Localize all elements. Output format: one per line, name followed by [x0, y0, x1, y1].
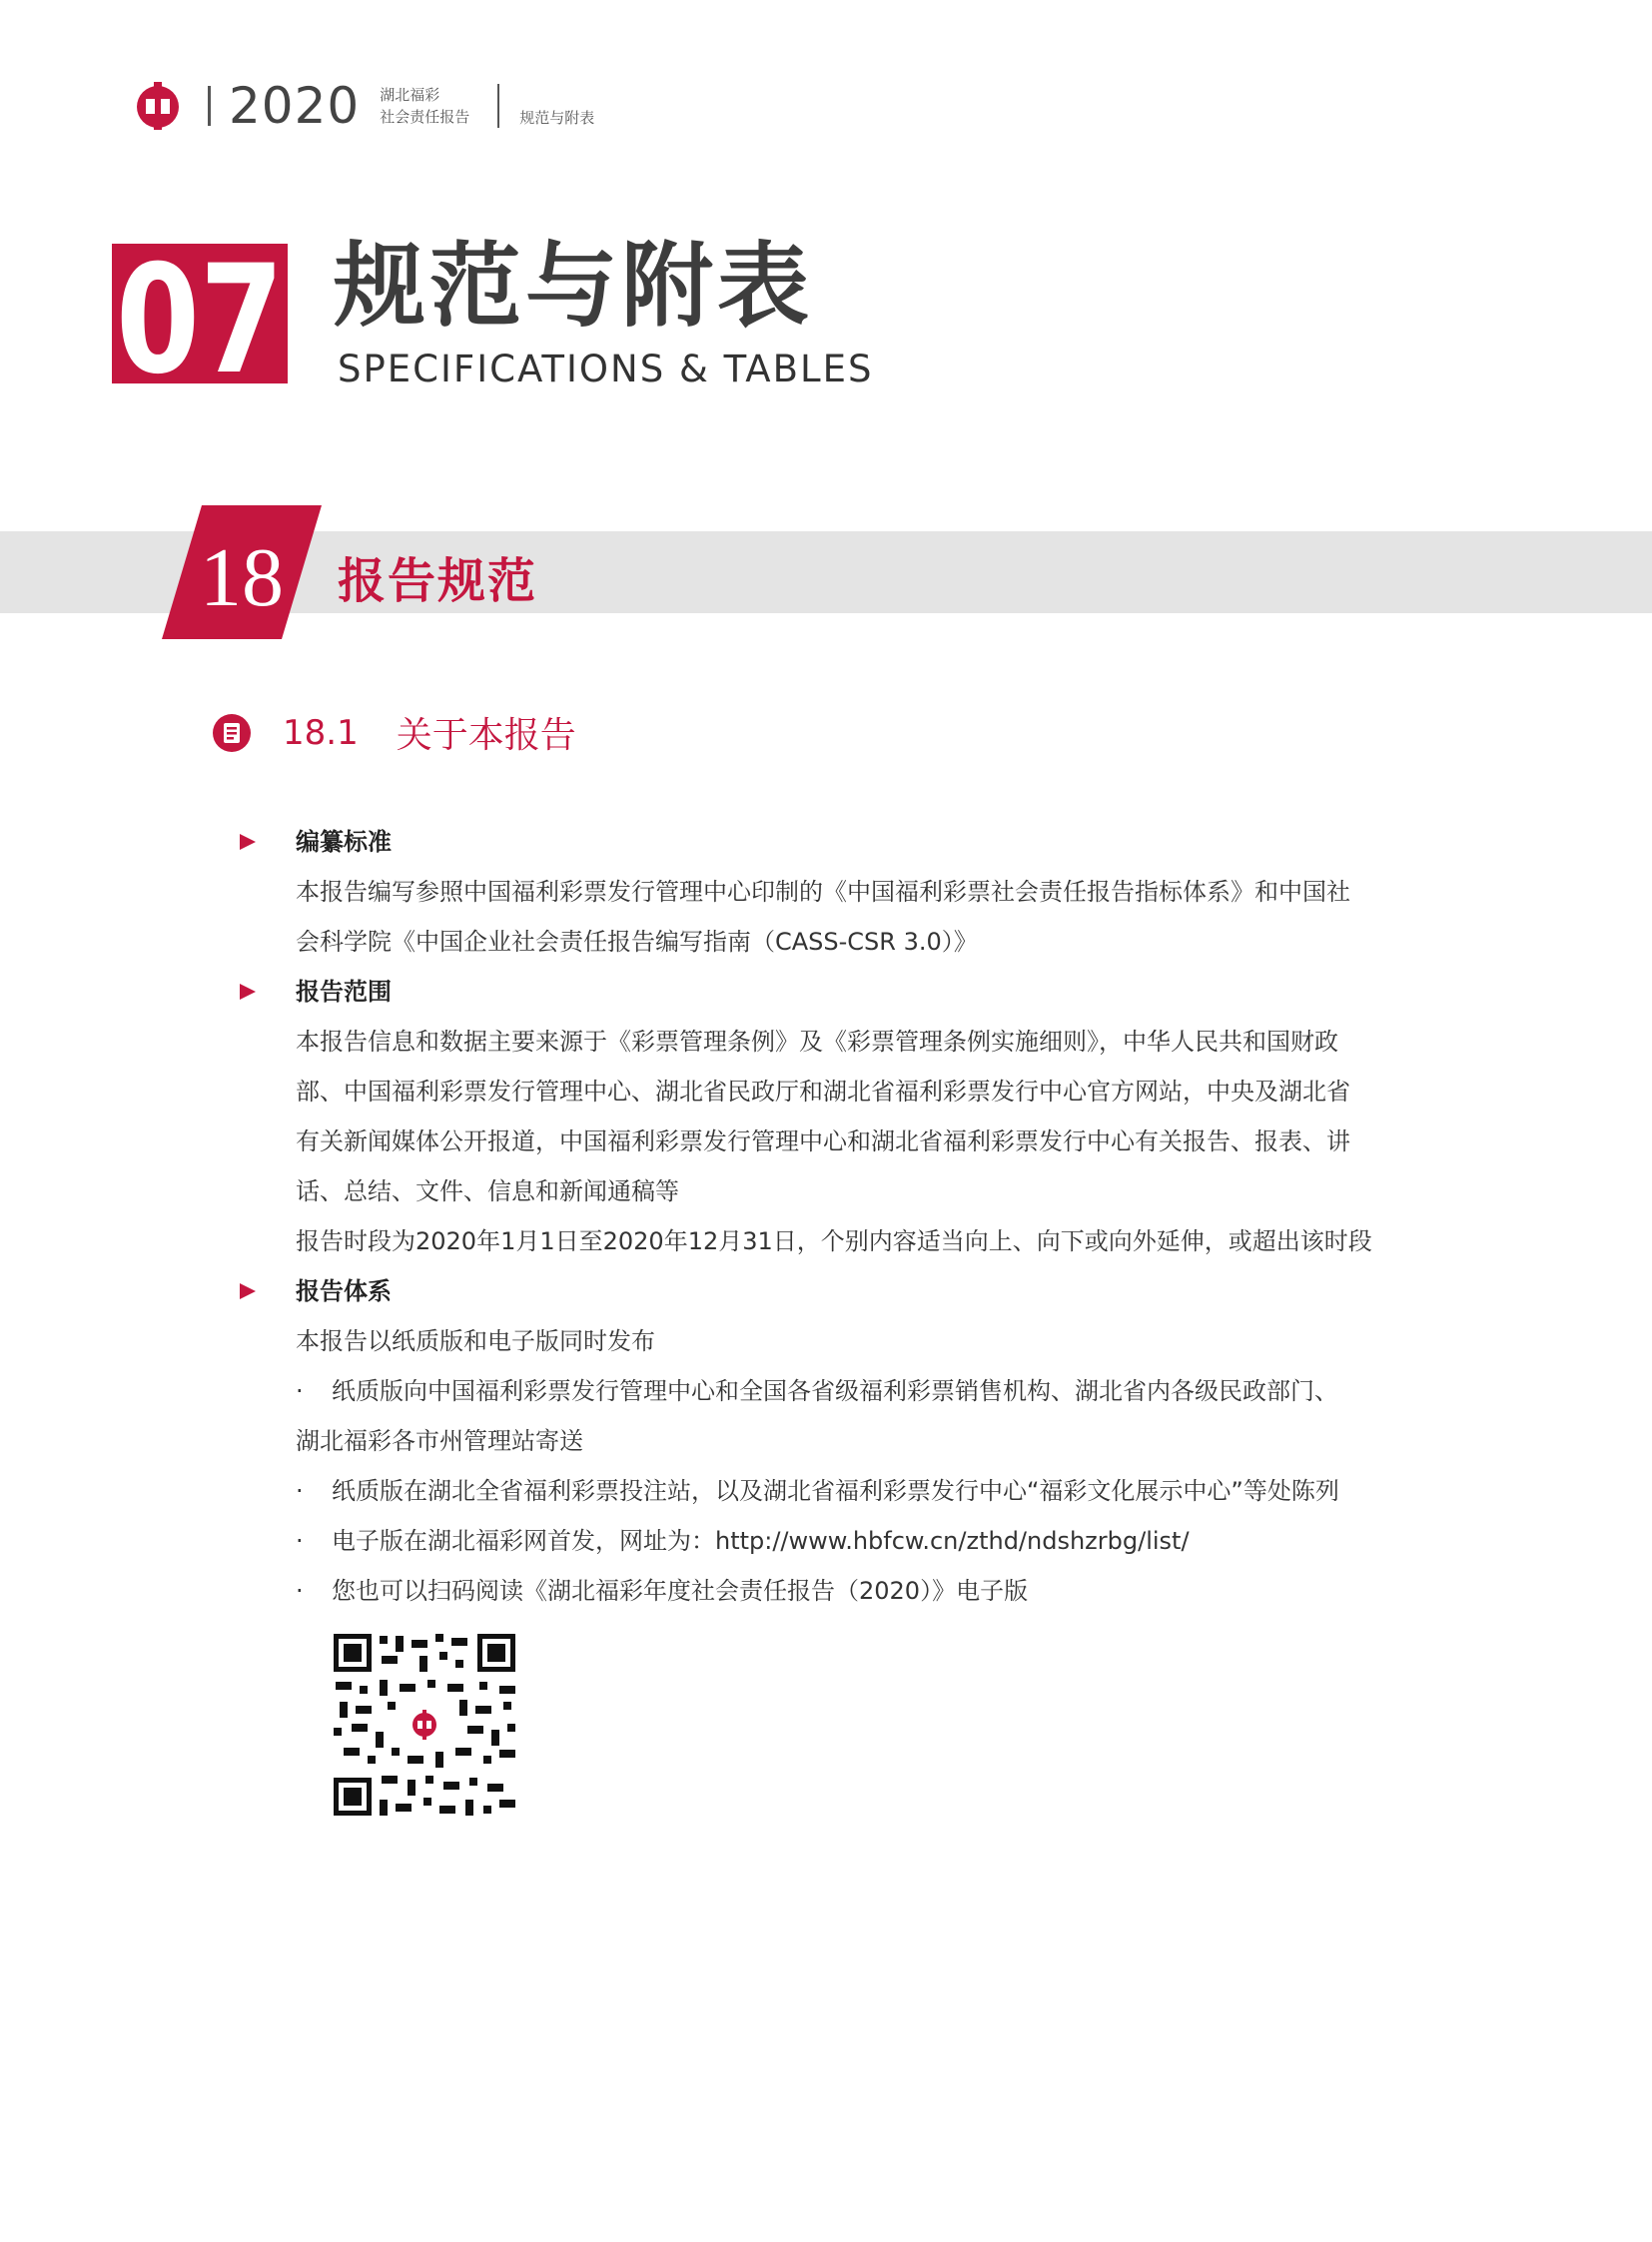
section-number-badge [162, 505, 322, 639]
report-body [240, 817, 1438, 1616]
paragraph-line: 有关新闻媒体公开报道，中国福利彩票发行管理中心和湖北省福利彩票发行中心有关报告、报表、讲 [296, 1127, 1350, 1155]
bullet-dot: · [296, 1477, 304, 1505]
triangle-bullet-icon [240, 984, 256, 1000]
chapter-number-badge [112, 234, 288, 407]
qr-finder-top-left [334, 1634, 372, 1672]
triangle-bullet-icon [240, 1283, 256, 1299]
heading-text: 编纂标准 [296, 828, 392, 856]
bullet-text: 纸质版向中国福利彩票发行管理中心和全国各省级福利彩票销售机构、湖北省内各级民政部门、 [332, 1377, 1338, 1405]
paragraph-line: 会科学院《中国企业社会责任报告编写指南（CASS-CSR 3.0）》 [296, 928, 978, 956]
bullet-dot: · [296, 1377, 304, 1405]
header-section-name: 规范与附表 [519, 109, 595, 127]
bullet-item [240, 1366, 1438, 1416]
bullet-item [240, 1516, 1438, 1566]
paragraph-line: 本报告信息和数据主要来源于《彩票管理条例》及《彩票管理条例实施细则》，中华人民共和国财政 [296, 1028, 1338, 1056]
heading-text: 报告范围 [296, 978, 392, 1006]
heading-report-scope [240, 967, 1438, 1017]
header-org-line2: 社会责任报告 [380, 108, 470, 126]
header-org-line1: 湖北福彩 [380, 86, 440, 104]
page-header [130, 78, 594, 134]
bullet-continuation: 湖北福彩各市州管理站寄送 [296, 1427, 583, 1455]
heading-compilation-standard [240, 817, 1438, 867]
bullet-item [240, 1466, 1438, 1516]
chapter-title: 规范与附表 [334, 233, 814, 340]
qr-finder-top-right [477, 1634, 515, 1672]
bullet-text: 纸质版在湖北全省福利彩票投注站，以及湖北省福利彩票发行中心“福彩文化展示中心”等处陈列 [332, 1477, 1339, 1505]
bullet-text: 您也可以扫码阅读《湖北福彩年度社会责任报告（2020）》电子版 [332, 1577, 1029, 1605]
section-title: 报告规范 [338, 553, 538, 609]
header-divider [497, 84, 499, 128]
header-divider [208, 86, 211, 126]
welfare-lottery-logo-icon [130, 80, 186, 132]
chapter-subtitle: SPECIFICATIONS & TABLES [338, 348, 874, 390]
triangle-bullet-icon [240, 834, 256, 850]
document-icon [213, 714, 251, 752]
subsection-heading [213, 707, 576, 758]
paragraph-line: 部、中国福利彩票发行管理中心、湖北省民政厅和湖北省福利彩票发行中心官方网站，中央及湖北省 [296, 1078, 1350, 1106]
paragraph-line: 本报告以纸质版和电子版同时发布 [296, 1327, 655, 1355]
section-number: 18 [200, 531, 284, 624]
qr-finder-bottom-left [334, 1778, 372, 1816]
qr-center-logo-icon [409, 1709, 440, 1741]
bullet-dot: · [296, 1577, 304, 1605]
qr-code-icon[interactable] [330, 1630, 519, 1820]
subsection-title: 关于本报告 [396, 715, 576, 756]
subsection-number: 18.1 [283, 712, 359, 753]
heading-text: 报告体系 [296, 1277, 392, 1305]
bullet-text: 电子版在湖北福彩网首发，网址为：http://www.hbfcw.cn/zthd/ndshzrbg/list/ [332, 1527, 1190, 1555]
bullet-item [240, 1566, 1438, 1616]
heading-report-system [240, 1266, 1438, 1316]
paragraph-line: 本报告编写参照中国福利彩票发行管理中心印制的《中国福利彩票社会责任报告指标体系》和中国社 [296, 878, 1350, 906]
header-org [380, 84, 469, 128]
paragraph-line: 话、总结、文件、信息和新闻通稿等 [296, 1177, 679, 1205]
paragraph-line: 报告时段为2020年1月1日至2020年12月31日，个别内容适当向上、向下或向外延伸，或超出该时段 [296, 1227, 1372, 1255]
bullet-dot: · [296, 1527, 304, 1555]
header-year: 2020 [229, 77, 361, 135]
chapter-number: 07 [116, 234, 284, 407]
